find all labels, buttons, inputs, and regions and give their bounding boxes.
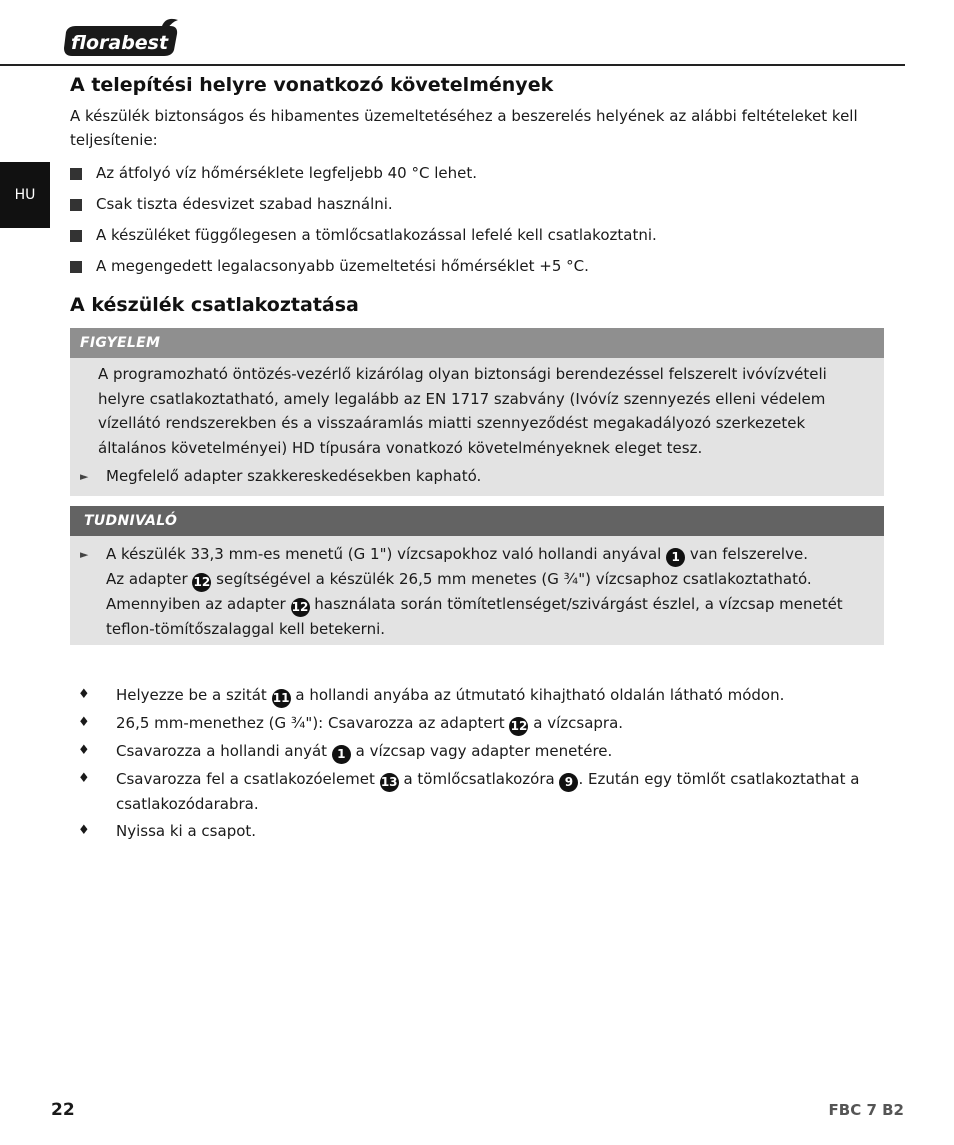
square-bullet-icon	[70, 261, 82, 273]
part-number-badge: 9	[559, 773, 578, 792]
diamond-bullet-icon: ♦	[78, 823, 90, 838]
svg-text:florabest: florabest	[71, 32, 169, 54]
diamond-bullet-icon: ♦	[78, 771, 90, 786]
note-text: A készülék 33,3 mm-es menetű (G 1") vízcsapokhoz való hollandi anyával 1 van felszerelve. Az adapter 12 segítségével a készülék 26,5 mm menetes (G ¾") vízcsaphoz csatlakoztatható. Amennyiben az adapter 12 használata során tömítetlenséget/szivárgást észlel, a vízcsap menetét teflon-tömítőszalaggal kell betekerni.	[106, 544, 843, 638]
page-number: 22	[51, 1100, 75, 1120]
square-bullet-icon	[70, 168, 82, 180]
part-number-badge: 13	[380, 773, 399, 792]
part-number-badge: 11	[272, 689, 291, 708]
list-item: ♦ Csavarozza a hollandi anyát 1 a vízcsap vagy adapter menetére.	[70, 739, 884, 764]
diamond-bullet-icon: ♦	[78, 743, 90, 758]
part-number-badge: 1	[332, 745, 351, 764]
section-title-connection: A készülék csatlakoztatása	[70, 294, 359, 316]
warning-box	[70, 328, 884, 496]
warning-text: A programozható öntözés-vezérlő kizárólag olyan biztonsági berendezéssel felszerelt ivóvízvételi helyre csatlakoztatható, amely legalább az EN 1717 szabvány (Ivóvíz szennyezés elleni védelem vízellátó rendszerekben és a visszaáramlás miatti szennyeződést megakadályozó szerkezetek általános követelményei) HD típusára vonatkozó követelményeknek eleget tesz.	[98, 365, 827, 457]
list-item: ♦ Helyezze be a szitát 11 a hollandi anyába az útmutató kihajtható oldalán látható módon.	[70, 683, 884, 708]
list-item: Az átfolyó víz hőmérséklete legfeljebb 40 °C lehet.	[70, 158, 884, 189]
note-box	[70, 506, 884, 646]
header-rule	[0, 64, 905, 66]
warning-bullet: Megfelelő adapter szakkereskedésekben kapható.	[106, 467, 482, 485]
part-number-badge: 12	[509, 717, 528, 736]
arrow-bullet-icon: ►	[80, 470, 89, 483]
arrow-bullet-icon: ►	[80, 547, 89, 561]
square-bullet-icon	[70, 199, 82, 211]
list-item: ♦ 26,5 mm-menethez (G ¾"): Csavarozza az adaptert 12 a vízcsapra.	[70, 711, 884, 736]
list-item: A készüléket függőlegesen a tömlőcsatlakozással lefelé kell csatlakoztatni.	[70, 220, 884, 251]
steps-list	[70, 683, 884, 843]
diamond-bullet-icon: ♦	[78, 687, 90, 702]
list-item: ♦ Csavarozza fel a csatlakozóelemet 13 a tömlőcsatlakozóra 9 . Ezután egy tömlőt csatlakoztathat a csatlakozódarabra.	[70, 767, 884, 816]
list-item: Csak tiszta édesvizet szabad használni.	[70, 189, 884, 220]
part-number-badge: 12	[192, 573, 211, 592]
diamond-bullet-icon: ♦	[78, 715, 90, 730]
section-title-installation: A telepítési helyre vonatkozó követelmények	[70, 74, 554, 96]
requirements-list	[70, 158, 884, 282]
model-number: FBC 7 B2	[828, 1101, 904, 1119]
square-bullet-icon	[70, 230, 82, 242]
installation-intro: A készülék biztonságos és hibamentes üzemeltetéséhez a beszerelés helyének az alábbi feltételeket kell teljesítenie:	[70, 107, 858, 149]
warning-label: FIGYELEM	[70, 328, 884, 358]
part-number-badge: 12	[291, 598, 310, 617]
language-tab: HU	[0, 162, 50, 228]
list-item: ♦ Nyissa ki a csapot.	[70, 819, 884, 843]
main-content	[70, 74, 884, 846]
list-item: A megengedett legalacsonyabb üzemeltetési hőmérséklet +5 °C.	[70, 251, 884, 282]
note-label: TUDNIVALÓ	[70, 506, 884, 536]
part-number-badge: 1	[666, 548, 685, 567]
florabest-logo	[62, 18, 180, 58]
